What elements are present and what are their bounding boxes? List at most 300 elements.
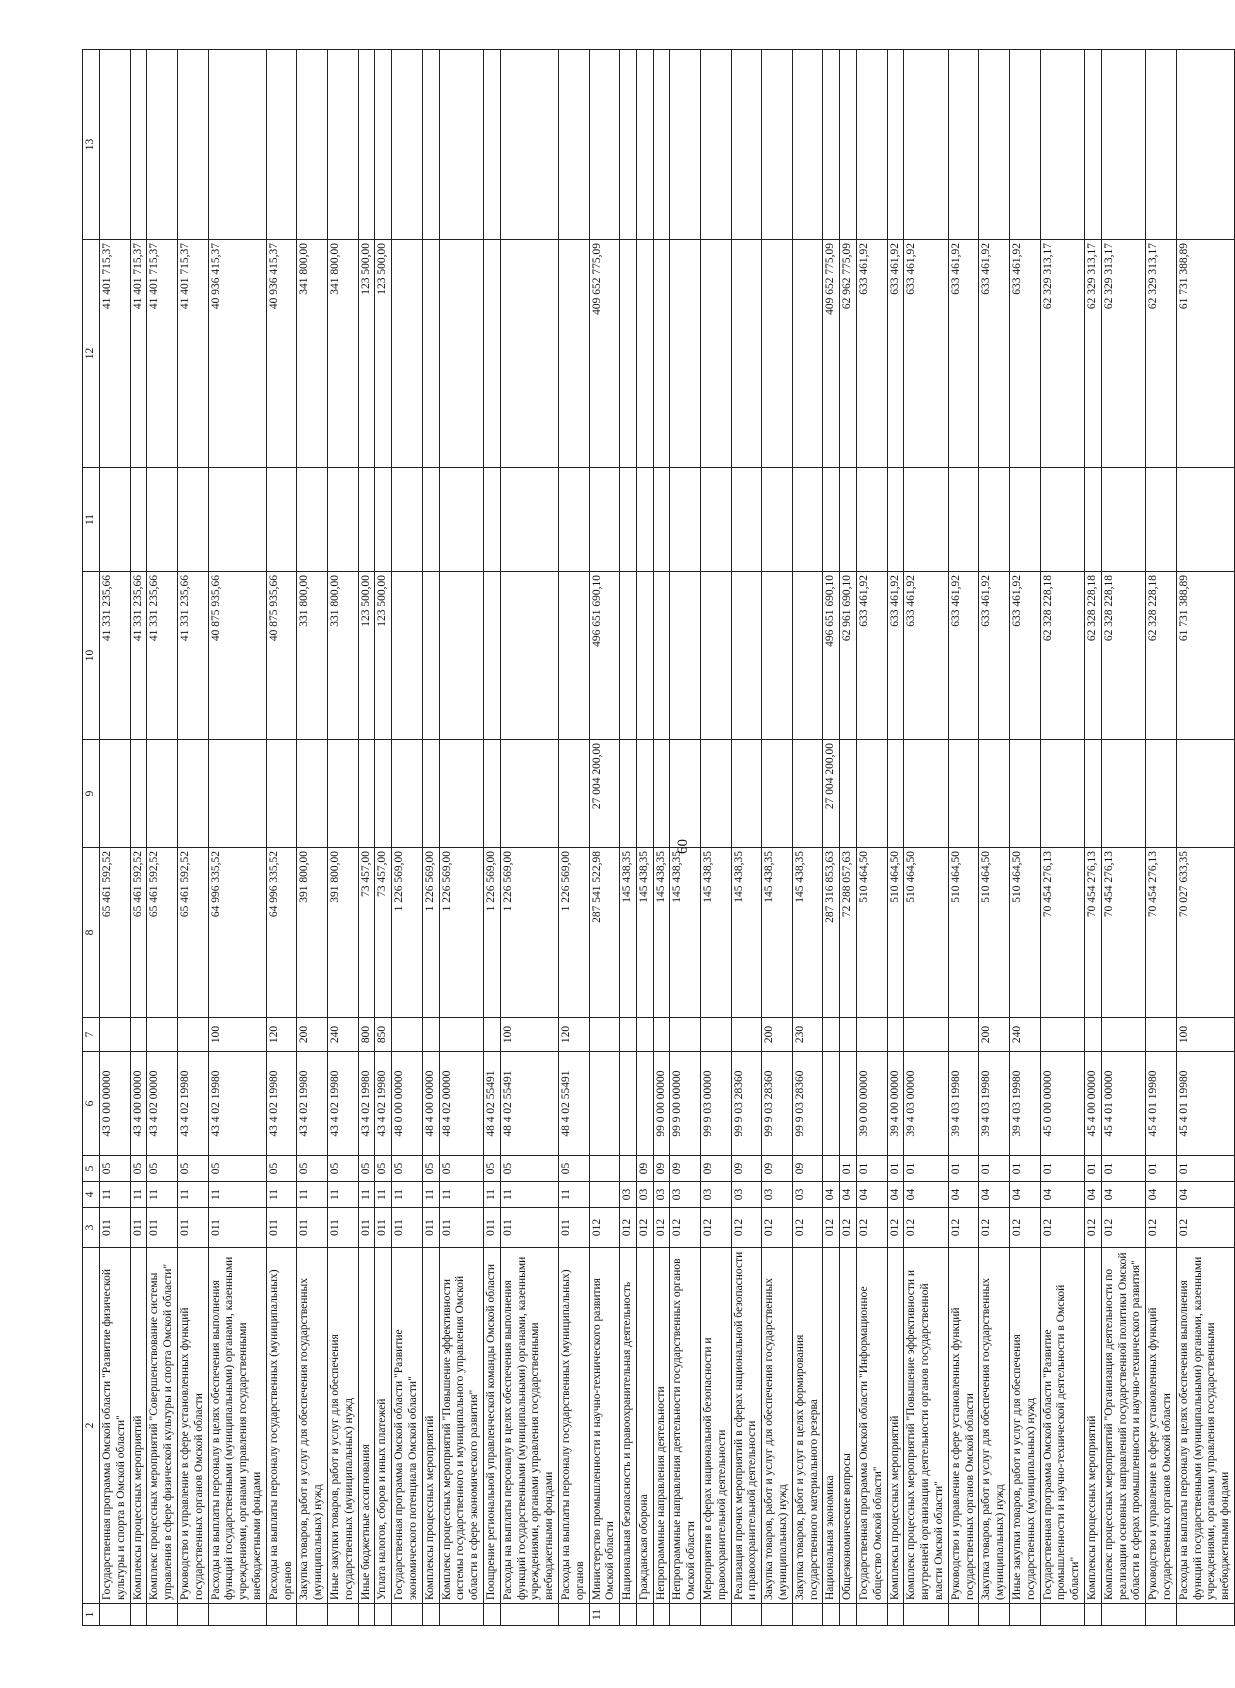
section-code-cell: 03 — [792, 1182, 823, 1208]
amount-cell — [100, 740, 131, 848]
amount-cell — [297, 468, 328, 572]
subsection-code-cell: 09 — [731, 1156, 762, 1182]
amount-cell — [500, 50, 558, 240]
table-row — [1010, 50, 1041, 1626]
section-code-cell: 03 — [636, 1182, 653, 1208]
row-number-cell — [636, 1604, 653, 1626]
target-article-cell: 39 4 00 00000 — [887, 1052, 904, 1156]
item-name-cell: Руководство и управление в сфере установленных функций государственных органов Омской области — [177, 1248, 208, 1604]
row-number-cell — [147, 1604, 178, 1626]
amount-cell: 61 731 388,89 — [1176, 572, 1234, 740]
row-number-cell — [1040, 1604, 1084, 1626]
target-article-cell: 48 4 02 00000 — [439, 1052, 483, 1156]
subsection-code-cell: 01 — [1101, 1156, 1145, 1182]
expense-type-cell — [177, 1018, 208, 1052]
target-article-cell: 43 4 02 19980 — [297, 1052, 328, 1156]
subsection-code-cell: 01 — [857, 1156, 888, 1182]
amount-cell — [422, 468, 439, 572]
expense-type-cell — [636, 1018, 653, 1052]
expense-type-cell: 230 — [792, 1018, 823, 1052]
amount-cell — [1176, 740, 1234, 848]
amount-cell: 72 288 057,63 — [840, 848, 857, 1018]
expense-type-cell — [857, 1018, 888, 1052]
table-row — [483, 50, 500, 1626]
ministry-code-cell: 012 — [636, 1208, 653, 1248]
table-row — [948, 50, 979, 1626]
subsection-code-cell: 09 — [762, 1156, 793, 1182]
item-name-cell: Комплекс процессных мероприятий "Организация деятельности по реализации основных направлений государственной политики Омской области в сферах промышленности и научно-технического развития" — [1101, 1248, 1145, 1604]
amount-cell: 62 328 228,18 — [1101, 572, 1145, 740]
amount-cell — [948, 468, 979, 572]
row-number-cell — [500, 1604, 558, 1626]
subsection-code-cell — [589, 1156, 620, 1182]
amount-cell — [731, 240, 762, 468]
amount-cell — [147, 50, 178, 240]
amount-cell: 27 004 200,00 — [823, 740, 840, 848]
table-row — [422, 50, 439, 1626]
amount-cell — [653, 468, 670, 572]
table-row — [1101, 50, 1145, 1626]
subsection-code-cell: 05 — [266, 1156, 297, 1182]
target-article-cell: 48 4 02 55491 — [558, 1052, 589, 1156]
row-number-cell — [1146, 1604, 1177, 1626]
amount-cell — [792, 50, 823, 240]
ministry-code-cell: 011 — [500, 1208, 558, 1248]
target-article-cell: 48 4 02 55491 — [483, 1052, 500, 1156]
table-row — [589, 50, 620, 1626]
ministry-code-cell: 011 — [422, 1208, 439, 1248]
amount-cell — [620, 240, 637, 468]
amount-cell — [636, 468, 653, 572]
amount-cell — [1010, 50, 1041, 240]
amount-cell: 145 438,35 — [762, 848, 793, 1018]
amount-cell — [589, 50, 620, 240]
amount-cell — [1040, 50, 1084, 240]
amount-cell: 41 401 715,37 — [147, 240, 178, 468]
table-body — [100, 50, 1235, 1626]
amount-cell: 41 401 715,37 — [100, 240, 131, 468]
amount-cell: 62 329 313,17 — [1101, 240, 1145, 468]
amount-cell — [948, 50, 979, 240]
table-row — [636, 50, 653, 1626]
table-row — [177, 50, 208, 1626]
table-row — [297, 50, 328, 1626]
expense-type-cell — [589, 1018, 620, 1052]
item-name-cell: Комплекс процессных мероприятий "Совершенствование системы управления в сфере физической культуры и спорта Омской области" — [147, 1248, 178, 1604]
amount-cell — [887, 740, 904, 848]
table-row — [327, 50, 358, 1626]
target-article-cell: 39 4 03 19980 — [979, 1052, 1010, 1156]
row-number-cell — [857, 1604, 888, 1626]
subsection-code-cell: 01 — [1040, 1156, 1084, 1182]
target-article-cell: 43 4 02 19980 — [208, 1052, 266, 1156]
amount-cell — [731, 468, 762, 572]
amount-cell — [483, 572, 500, 740]
item-name-cell: Общеэкономические вопросы — [840, 1248, 857, 1604]
table-row — [392, 50, 423, 1626]
amount-cell — [731, 740, 762, 848]
amount-cell — [558, 572, 589, 740]
subsection-code-cell: 05 — [558, 1156, 589, 1182]
column-header: 2 — [83, 1248, 100, 1604]
expense-type-cell: 100 — [208, 1018, 266, 1052]
item-name-cell: Реализация прочих мероприятий в сферах национальной безопасности и правоохранительной деятельности — [731, 1248, 762, 1604]
target-article-cell: 39 0 00 00000 — [857, 1052, 888, 1156]
amount-cell — [422, 572, 439, 740]
table-row — [558, 50, 589, 1626]
amount-cell — [266, 50, 297, 240]
amount-cell — [483, 50, 500, 240]
expense-type-cell: 200 — [762, 1018, 793, 1052]
amount-cell: 61 731 388,89 — [1176, 240, 1234, 468]
row-number-cell — [904, 1604, 948, 1626]
subsection-code-cell: 01 — [1146, 1156, 1177, 1182]
item-name-cell: Национальная безопасность и правоохранительная деятельность — [620, 1248, 637, 1604]
amount-cell — [731, 50, 762, 240]
amount-cell — [327, 468, 358, 572]
amount-cell — [358, 468, 375, 572]
expense-type-cell: 100 — [500, 1018, 558, 1052]
amount-cell: 633 461,92 — [857, 572, 888, 740]
expense-type-cell — [840, 1018, 857, 1052]
amount-cell — [620, 572, 637, 740]
target-article-cell: 99 9 03 28360 — [792, 1052, 823, 1156]
amount-cell — [358, 740, 375, 848]
amount-cell — [375, 50, 392, 240]
row-number-cell — [422, 1604, 439, 1626]
ministry-code-cell: 011 — [375, 1208, 392, 1248]
section-code-cell: 04 — [1010, 1182, 1041, 1208]
ministry-code-cell: 011 — [392, 1208, 423, 1248]
amount-cell: 62 329 313,17 — [1085, 240, 1102, 468]
item-name-cell: Расходы на выплаты персоналу государственных (муниципальных) органов — [558, 1248, 589, 1604]
amount-cell — [147, 740, 178, 848]
amount-cell — [857, 50, 888, 240]
amount-cell — [500, 740, 558, 848]
amount-cell — [792, 468, 823, 572]
column-header: 11 — [83, 468, 100, 572]
expense-type-cell — [620, 1018, 637, 1052]
amount-cell — [653, 572, 670, 740]
expense-type-cell: 200 — [979, 1018, 1010, 1052]
expense-type-cell: 120 — [266, 1018, 297, 1052]
amount-cell: 510 464,50 — [979, 848, 1010, 1018]
column-header: 8 — [83, 848, 100, 1018]
item-name-cell: Закупка товаров, работ и услуг для обеспечения государственных (муниципальных) нужд — [297, 1248, 328, 1604]
item-name-cell: Непрограммные направления деятельности государственных органов Омской области — [670, 1248, 701, 1604]
amount-cell — [266, 740, 297, 848]
expense-type-cell — [887, 1018, 904, 1052]
amount-cell: 123 500,00 — [358, 572, 375, 740]
item-name-cell: Иные закупки товаров, работ и услуг для обеспечения государственных (муниципальных) нужд — [327, 1248, 358, 1604]
row-number-cell — [1010, 1604, 1041, 1626]
amount-cell: 40 936 415,37 — [208, 240, 266, 468]
amount-cell: 62 328 228,18 — [1040, 572, 1084, 740]
target-article-cell: 99 9 00 00000 — [670, 1052, 701, 1156]
item-name-cell: Комплексы процессных мероприятий — [887, 1248, 904, 1604]
amount-cell — [904, 50, 948, 240]
expense-type-cell: 800 — [358, 1018, 375, 1052]
expense-type-cell — [670, 1018, 701, 1052]
amount-cell — [979, 740, 1010, 848]
amount-cell: 41 331 235,66 — [100, 572, 131, 740]
rotated-sheet — [82, 50, 1232, 1626]
row-number-cell — [823, 1604, 840, 1626]
amount-cell — [1040, 468, 1084, 572]
amount-cell — [558, 240, 589, 468]
amount-cell — [1085, 50, 1102, 240]
item-name-cell: Министерство промышленности и научно-технического развития Омской области — [589, 1248, 620, 1604]
expense-type-cell: 240 — [327, 1018, 358, 1052]
expense-type-cell: 200 — [297, 1018, 328, 1052]
amount-cell — [701, 572, 732, 740]
ministry-code-cell: 012 — [762, 1208, 793, 1248]
amount-cell — [147, 468, 178, 572]
amount-cell — [670, 50, 701, 240]
item-name-cell: Государственная программа Омской области "Развитие физической культуры и спорта в Омской области" — [100, 1248, 131, 1604]
row-number-cell — [840, 1604, 857, 1626]
amount-cell: 65 461 592,52 — [147, 848, 178, 1018]
amount-cell: 73 457,00 — [358, 848, 375, 1018]
ministry-code-cell: 011 — [483, 1208, 500, 1248]
amount-cell — [422, 50, 439, 240]
ministry-code-cell: 012 — [589, 1208, 620, 1248]
amount-cell: 633 461,92 — [979, 572, 1010, 740]
amount-cell — [500, 240, 558, 468]
target-article-cell: 39 4 03 00000 — [904, 1052, 948, 1156]
subsection-code-cell: 01 — [1010, 1156, 1041, 1182]
expense-type-cell — [439, 1018, 483, 1052]
section-code-cell: 04 — [1101, 1182, 1145, 1208]
amount-cell — [297, 50, 328, 240]
amount-cell: 123 500,00 — [358, 240, 375, 468]
item-name-cell: Закупка товаров, работ и услуг в целях формирования государственного материального резерва — [792, 1248, 823, 1604]
expense-type-cell — [422, 1018, 439, 1052]
amount-cell: 1 226 569,00 — [483, 848, 500, 1018]
target-article-cell: 43 4 02 19980 — [266, 1052, 297, 1156]
section-code-cell: 03 — [653, 1182, 670, 1208]
amount-cell: 65 461 592,52 — [130, 848, 147, 1018]
item-name-cell: Расходы на выплаты персоналу в целях обеспечения выполнения функций государственными (муниципальными) органами, казенными учреждениями, органами управления государственными внебюджетными фондами — [208, 1248, 266, 1604]
expense-type-cell — [823, 1018, 840, 1052]
subsection-code-cell: 05 — [375, 1156, 392, 1182]
subsection-code-cell: 05 — [130, 1156, 147, 1182]
subsection-code-cell: 05 — [177, 1156, 208, 1182]
section-code-cell: 11 — [266, 1182, 297, 1208]
budget-table — [82, 49, 1235, 1626]
amount-cell — [558, 50, 589, 240]
table-row — [147, 50, 178, 1626]
section-code-cell: 04 — [948, 1182, 979, 1208]
amount-cell — [1101, 740, 1145, 848]
expense-type-cell — [1101, 1018, 1145, 1052]
expense-type-cell — [904, 1018, 948, 1052]
ministry-code-cell: 012 — [823, 1208, 840, 1248]
section-code-cell: 11 — [297, 1182, 328, 1208]
amount-cell — [670, 740, 701, 848]
row-number-cell — [670, 1604, 701, 1626]
table-row — [620, 50, 637, 1626]
section-code-cell: 11 — [208, 1182, 266, 1208]
amount-cell — [979, 50, 1010, 240]
amount-cell — [392, 50, 423, 240]
amount-cell — [208, 468, 266, 572]
amount-cell — [439, 468, 483, 572]
section-code-cell: 11 — [500, 1182, 558, 1208]
ministry-code-cell: 011 — [297, 1208, 328, 1248]
amount-cell: 62 961 690,10 — [840, 572, 857, 740]
amount-cell — [392, 740, 423, 848]
table-row — [840, 50, 857, 1626]
ministry-code-cell: 012 — [840, 1208, 857, 1248]
ministry-code-cell: 012 — [701, 1208, 732, 1248]
row-number-cell — [297, 1604, 328, 1626]
table-row — [904, 50, 948, 1626]
item-name-cell: Расходы на выплаты персоналу государственных (муниципальных) органов — [266, 1248, 297, 1604]
ministry-code-cell: 012 — [857, 1208, 888, 1248]
amount-cell — [762, 572, 793, 740]
amount-cell — [979, 468, 1010, 572]
row-number-cell — [327, 1604, 358, 1626]
amount-cell: 633 461,92 — [904, 240, 948, 468]
ministry-code-cell: 011 — [358, 1208, 375, 1248]
row-number-cell — [731, 1604, 762, 1626]
ministry-code-cell: 011 — [327, 1208, 358, 1248]
row-number-cell — [483, 1604, 500, 1626]
target-article-cell: 43 4 02 19980 — [375, 1052, 392, 1156]
target-article-cell: 99 9 03 28360 — [731, 1052, 762, 1156]
table-row — [1085, 50, 1102, 1626]
subsection-code-cell: 05 — [100, 1156, 131, 1182]
amount-cell: 145 438,35 — [792, 848, 823, 1018]
expense-type-cell — [948, 1018, 979, 1052]
target-article-cell: 43 4 00 00000 — [130, 1052, 147, 1156]
amount-cell — [653, 240, 670, 468]
amount-cell — [439, 572, 483, 740]
row-number-cell — [620, 1604, 637, 1626]
target-article-cell — [823, 1052, 840, 1156]
target-article-cell: 45 4 01 19980 — [1146, 1052, 1177, 1156]
amount-cell: 287 316 853,63 — [823, 848, 840, 1018]
target-article-cell — [620, 1052, 637, 1156]
amount-cell — [327, 50, 358, 240]
target-article-cell: 48 0 00 00000 — [392, 1052, 423, 1156]
subsection-code-cell: 09 — [636, 1156, 653, 1182]
amount-cell: 65 461 592,52 — [177, 848, 208, 1018]
amount-cell: 510 464,50 — [887, 848, 904, 1018]
row-number-cell — [208, 1604, 266, 1626]
ministry-code-cell: 012 — [948, 1208, 979, 1248]
amount-cell — [857, 740, 888, 848]
amount-cell: 633 461,92 — [979, 240, 1010, 468]
amount-cell: 62 328 228,18 — [1085, 572, 1102, 740]
section-code-cell: 04 — [840, 1182, 857, 1208]
table-row — [653, 50, 670, 1626]
amount-cell — [1085, 468, 1102, 572]
column-header: 10 — [83, 572, 100, 740]
ministry-code-cell: 012 — [670, 1208, 701, 1248]
amount-cell: 73 457,00 — [375, 848, 392, 1018]
amount-cell: 341 800,00 — [327, 240, 358, 468]
subsection-code-cell: 05 — [297, 1156, 328, 1182]
section-code-cell: 04 — [1146, 1182, 1177, 1208]
ministry-code-cell: 011 — [130, 1208, 147, 1248]
section-code-cell: 03 — [620, 1182, 637, 1208]
table-row — [130, 50, 147, 1626]
item-name-cell: Иные бюджетные ассигнования — [358, 1248, 375, 1604]
amount-cell: 70 454 276,13 — [1101, 848, 1145, 1018]
amount-cell — [904, 740, 948, 848]
target-article-cell — [636, 1052, 653, 1156]
section-code-cell: 04 — [904, 1182, 948, 1208]
amount-cell: 40 875 935,66 — [266, 572, 297, 740]
expense-type-cell: 120 — [558, 1018, 589, 1052]
subsection-code-cell: 09 — [653, 1156, 670, 1182]
amount-cell: 1 226 569,00 — [439, 848, 483, 1018]
amount-cell: 62 329 313,17 — [1040, 240, 1084, 468]
amount-cell: 633 461,92 — [948, 240, 979, 468]
amount-cell — [392, 572, 423, 740]
subsection-code-cell: 05 — [439, 1156, 483, 1182]
amount-cell — [670, 240, 701, 468]
table-row — [792, 50, 823, 1626]
amount-cell — [731, 572, 762, 740]
amount-cell — [500, 572, 558, 740]
amount-cell: 633 461,92 — [887, 572, 904, 740]
section-code-cell: 04 — [857, 1182, 888, 1208]
ministry-code-cell: 012 — [731, 1208, 762, 1248]
subsection-code-cell: 01 — [1085, 1156, 1102, 1182]
amount-cell — [297, 740, 328, 848]
subsection-code-cell: 01 — [887, 1156, 904, 1182]
row-number-cell: 11 — [589, 1604, 620, 1626]
table-row — [1146, 50, 1177, 1626]
subsection-code-cell: 05 — [208, 1156, 266, 1182]
item-name-cell: Уплата налогов, сборов и иных платежей — [375, 1248, 392, 1604]
amount-cell — [653, 50, 670, 240]
row-number-cell — [1085, 1604, 1102, 1626]
amount-cell — [177, 740, 208, 848]
amount-cell — [1176, 468, 1234, 572]
item-name-cell: Государственная программа Омской области "Информационное общество Омской области" — [857, 1248, 888, 1604]
amount-cell: 341 800,00 — [297, 240, 328, 468]
subsection-code-cell: 01 — [840, 1156, 857, 1182]
target-article-cell: 99 0 00 00000 — [653, 1052, 670, 1156]
section-code-cell: 03 — [762, 1182, 793, 1208]
amount-cell: 331 800,00 — [327, 572, 358, 740]
item-name-cell: Закупка товаров, работ и услуг для обеспечения государственных (муниципальных) нужд — [762, 1248, 793, 1604]
amount-cell — [589, 468, 620, 572]
ministry-code-cell: 011 — [177, 1208, 208, 1248]
amount-cell: 65 461 592,52 — [100, 848, 131, 1018]
amount-cell — [177, 50, 208, 240]
row-number-cell — [948, 1604, 979, 1626]
amount-cell: 41 401 715,37 — [177, 240, 208, 468]
section-code-cell: 04 — [823, 1182, 840, 1208]
row-number-cell — [100, 1604, 131, 1626]
amount-cell — [620, 740, 637, 848]
amount-cell: 123 500,00 — [375, 572, 392, 740]
amount-cell — [208, 50, 266, 240]
target-article-cell: 45 4 01 19980 — [1176, 1052, 1234, 1156]
subsection-code-cell: 05 — [483, 1156, 500, 1182]
amount-cell — [904, 468, 948, 572]
amount-cell — [558, 468, 589, 572]
amount-cell: 70 027 633,35 — [1176, 848, 1234, 1018]
amount-cell — [100, 468, 131, 572]
expense-type-cell — [653, 1018, 670, 1052]
amount-cell — [130, 468, 147, 572]
